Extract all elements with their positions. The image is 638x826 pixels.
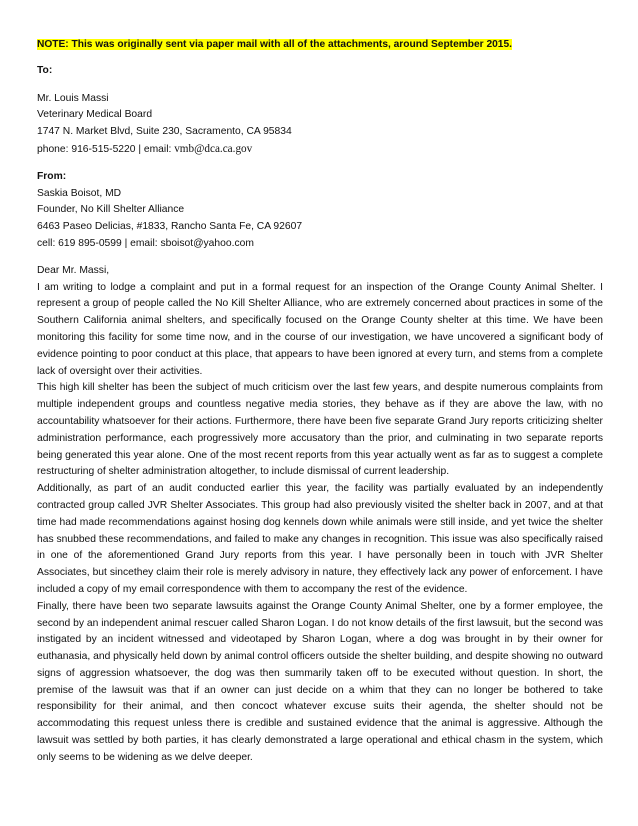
recipient-address: 1747 N. Market Blvd, Suite 230, Sacramento, CA 95834 (37, 126, 292, 138)
sender-contact: cell: 619 895-0599 | email: sboisot@yahoo.com (37, 237, 254, 249)
recipient-name: Mr. Louis Massi (37, 92, 109, 104)
highlighted-note: NOTE: This was originally sent via paper mail with all of the attachments, around September 2015. (37, 39, 512, 50)
sender-block (37, 169, 603, 253)
recipient-phone: phone: 916-515-5220 | email: (37, 143, 175, 155)
recipient-org: Veterinary Medical Board (37, 109, 153, 121)
sender-title: Founder, No Kill Shelter Alliance (37, 204, 185, 216)
from-label: From: (37, 170, 67, 182)
letter-page (37, 37, 603, 767)
note-line (37, 37, 603, 54)
paragraph-4: Finally, there have been two separate lawsuits against the Orange County Animal Shelter, one by a former employee, the second by an independent animal rescuer called Sharon Logan. I do not know details of the first lawsuit, but the second was instigated by an incident witnessed and videotaped by Sharon Logan, where a dog was brought in by their owner for euthanasia, and physically held down by animal control officers outside the shelter building, and despite showing no outward signs of aggression whatsoever, the dog was then summarily taken off to be executed without question. In short, the premise of the lawsuit was that if an owner can just decide on a whim that they can no longer be bothered to take responsibility for their animal, and then concoct whatever excuse suits their agenda, the shelter should not be accommodating this request unless there is credible and sustained evidence that the animal is aggressive. Although the lawsuit was settled by both parties, it has clearly demonstrated a large operational and ethical chasm in the system, which only seems to be widening as we delve deeper. (37, 600, 603, 763)
paragraph-3: Additionally, as part of an audit conducted earlier this year, the facility was partially evaluated by an independently contracted group called JVR Shelter Associates. This group had also previously visited the shelter back in 2007, and at that time had made recommendations against hosing dog kennels down while animals were still inside, and yet twice the shelter has snubbed these recommendations, and failed to make any changes in recognition. This issue was also specifically raised in one of the aforementioned Grand Jury reports from this year. I have personally been in touch with JVR Shelter Associates, but sincethey claim their role is merely advisory in nature, they effectively lack any power of enforcement. I have included a copy of my email correspondence with them to accompany the rest of the evidence. (37, 483, 603, 595)
salutation: Dear Mr. Massi, (37, 264, 110, 276)
sender-name: Saskia Boisot, MD (37, 187, 122, 199)
recipient-email: vmb@dca.ca.gov (174, 142, 253, 155)
recipient-contact (37, 141, 603, 159)
sender-address: 6463 Paseo Delicias, #1833, Rancho Santa Fe, CA 92607 (37, 221, 303, 233)
recipient-block (37, 63, 603, 159)
paragraph-1: I am writing to lodge a complaint and put in a formal request for an inspection of the Orange County Animal Shelter. I represent a group of people called the No Kill Shelter Alliance, who are extremely concerned about practices in some of the Southern California animal shelters, and specifically focused on the Orange County shelter at this time. We have been monitoring this facility for some time now, and in the course of our investigation, we have uncovered a significant body of evidence pointing to poor conduct at this place, that appears to have been ignored at every turn, and stems from a complete lack of oversight over their activities. (37, 281, 603, 377)
to-label: To: (37, 64, 53, 76)
paragraph-2: This high kill shelter has been the subject of much criticism over the last few years, and despite numerous complaints from multiple independent groups and countless negative media stories, they behave as if they are above the law, with no accountability whatsoever for their actions. Furthermore, there have been five separate Grand Jury reports criticizing shelter administration performance, each progressively more accusatory than the prior, and culminating in two separate reports being generated this year alone. One of the most recent reports from this year actually went as far as to suggest a complete restructuring of shelter administration altogether, to include dismissal of current leadership. (37, 382, 603, 478)
